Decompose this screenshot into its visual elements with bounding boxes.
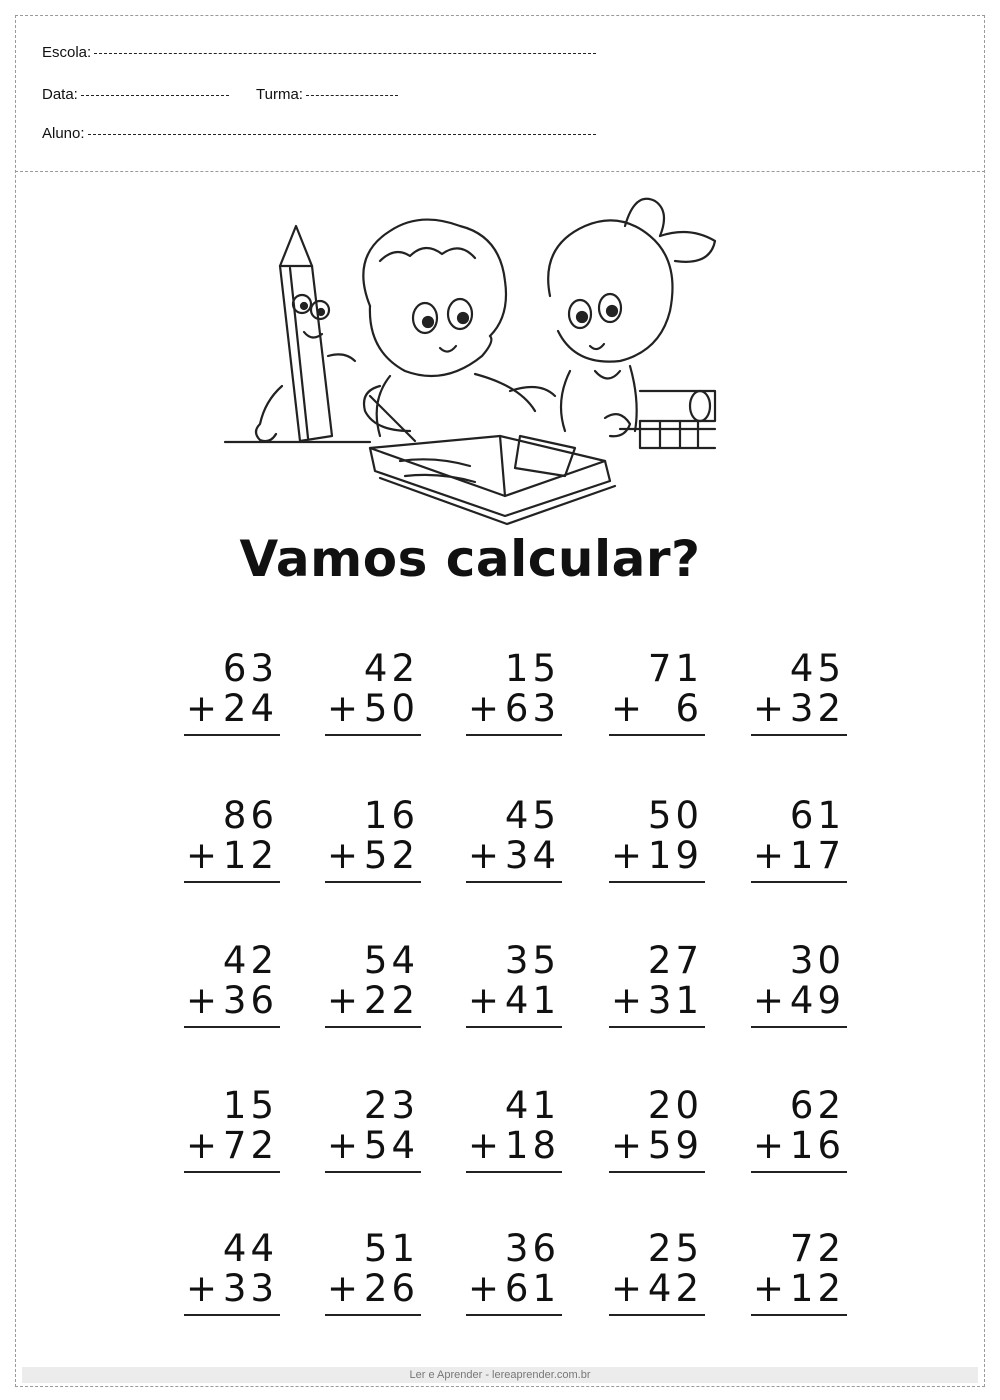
plus-sign: + [468, 687, 500, 730]
addend-bottom: 17 [789, 834, 845, 877]
addend-bottom: 52 [363, 834, 419, 877]
addend-bottom: 26 [363, 1267, 419, 1310]
plus-sign: + [186, 687, 218, 730]
plus-sign: + [186, 834, 218, 877]
plus-sign: + [327, 1124, 359, 1167]
addition-problem[interactable] [184, 1085, 280, 1195]
addition-problem[interactable] [184, 940, 280, 1050]
addition-problem[interactable] [325, 1085, 421, 1195]
addition-problem[interactable] [184, 1228, 280, 1338]
header-divider [15, 171, 985, 172]
class-field[interactable] [256, 86, 398, 104]
addend-top: 86 [222, 794, 278, 837]
addend-bottom: 32 [789, 687, 845, 730]
addend-top: 25 [647, 1227, 703, 1270]
open-book-icon [370, 436, 615, 524]
addend-top: 45 [789, 647, 845, 690]
addition-problem[interactable] [609, 795, 705, 905]
addend-top: 35 [504, 939, 560, 982]
addition-problem[interactable] [751, 940, 847, 1050]
plus-sign: + [468, 834, 500, 877]
date-label: Data: [42, 86, 78, 103]
answer-line[interactable] [751, 881, 847, 883]
addend-bottom: 12 [789, 1267, 845, 1310]
addend-bottom: 31 [647, 979, 703, 1022]
class-label: Turma: [256, 86, 303, 103]
addend-top: 62 [789, 1084, 845, 1127]
addend-top: 36 [504, 1227, 560, 1270]
answer-line[interactable] [325, 1026, 421, 1028]
plus-sign: + [186, 979, 218, 1022]
addend-top: 45 [504, 794, 560, 837]
plus-sign: + [611, 687, 643, 730]
student-label: Aluno: [42, 125, 85, 142]
addend-bottom: 63 [504, 687, 560, 730]
addend-bottom: 59 [647, 1124, 703, 1167]
pencil-icon [256, 226, 355, 441]
answer-line[interactable] [325, 1171, 421, 1173]
addend-top: 23 [363, 1084, 419, 1127]
plus-sign: + [753, 687, 785, 730]
class-blank[interactable] [306, 95, 398, 96]
addition-problem[interactable] [609, 1085, 705, 1195]
plus-sign: + [468, 1267, 500, 1310]
answer-line[interactable] [751, 1026, 847, 1028]
answer-line[interactable] [751, 1171, 847, 1173]
addend-top: 20 [647, 1084, 703, 1127]
student-field[interactable] [42, 125, 596, 143]
footer-credit: Ler e Aprender - lereaprender.com.br [22, 1367, 978, 1383]
addend-top: 42 [363, 647, 419, 690]
addend-top: 27 [647, 939, 703, 982]
addition-problem[interactable] [609, 648, 705, 758]
addend-top: 42 [222, 939, 278, 982]
answer-line[interactable] [466, 1171, 562, 1173]
addend-bottom: 12 [222, 834, 278, 877]
addend-bottom: 18 [504, 1124, 560, 1167]
addition-problem[interactable] [325, 1228, 421, 1338]
plus-sign: + [753, 979, 785, 1022]
answer-line[interactable] [609, 881, 705, 883]
addend-bottom: 61 [504, 1267, 560, 1310]
addend-bottom: 54 [363, 1124, 419, 1167]
answer-line[interactable] [609, 734, 705, 736]
answer-line[interactable] [466, 1314, 562, 1316]
answer-line[interactable] [466, 1026, 562, 1028]
plus-sign: + [327, 834, 359, 877]
plus-sign: + [327, 979, 359, 1022]
addend-top: 41 [504, 1084, 560, 1127]
addition-problem[interactable] [466, 1085, 562, 1195]
addition-problem[interactable] [184, 795, 280, 905]
plus-sign: + [611, 1267, 643, 1310]
addend-bottom: 19 [647, 834, 703, 877]
plus-sign: + [186, 1267, 218, 1310]
addend-top: 44 [222, 1227, 278, 1270]
addition-problem[interactable] [751, 1228, 847, 1338]
addend-top: 50 [647, 794, 703, 837]
addition-problem[interactable] [325, 940, 421, 1050]
addend-bottom: 24 [222, 687, 278, 730]
addend-top: 30 [789, 939, 845, 982]
plus-sign: + [611, 834, 643, 877]
plus-sign: + [753, 834, 785, 877]
addition-problem[interactable] [751, 795, 847, 905]
addend-top: 51 [363, 1227, 419, 1270]
addition-problem[interactable] [609, 1228, 705, 1338]
addend-bottom: 22 [363, 979, 419, 1022]
addend-top: 16 [363, 794, 419, 837]
plus-sign: + [468, 1124, 500, 1167]
answer-line[interactable] [184, 1314, 280, 1316]
addition-problem[interactable] [751, 648, 847, 758]
addend-bottom: 34 [504, 834, 560, 877]
answer-line[interactable] [184, 1171, 280, 1173]
answer-line[interactable] [184, 1026, 280, 1028]
addend-bottom: 41 [504, 979, 560, 1022]
books-icon [640, 391, 715, 448]
answer-line[interactable] [751, 734, 847, 736]
school-label: Escola: [42, 44, 92, 61]
worksheet-title: Vamos calcular? [239, 530, 701, 588]
addend-bottom: 50 [363, 687, 419, 730]
addition-problem[interactable] [466, 648, 562, 758]
plus-sign: + [611, 1124, 643, 1167]
addend-top: 15 [504, 647, 560, 690]
answer-line[interactable] [466, 881, 562, 883]
addition-problem[interactable] [466, 940, 562, 1050]
answer-line[interactable] [609, 1026, 705, 1028]
addition-problem[interactable] [609, 940, 705, 1050]
answer-line[interactable] [325, 881, 421, 883]
children-reading-illustration [220, 186, 720, 531]
plus-sign: + [611, 979, 643, 1022]
addend-bottom: 33 [222, 1267, 278, 1310]
student-blank[interactable] [88, 134, 596, 135]
date-field[interactable] [42, 86, 229, 104]
plus-sign: + [753, 1267, 785, 1310]
school-field[interactable] [42, 44, 596, 62]
addition-problem[interactable] [184, 648, 280, 758]
addend-bottom: 42 [647, 1267, 703, 1310]
addend-top: 61 [789, 794, 845, 837]
addend-bottom: 49 [789, 979, 845, 1022]
addend-bottom: 6 [675, 687, 703, 730]
answer-line[interactable] [325, 734, 421, 736]
addend-bottom: 16 [789, 1124, 845, 1167]
plus-sign: + [186, 1124, 218, 1167]
answer-line[interactable] [184, 734, 280, 736]
date-blank[interactable] [81, 95, 229, 96]
addend-top: 54 [363, 939, 419, 982]
addition-problem[interactable] [325, 648, 421, 758]
addend-top: 63 [222, 647, 278, 690]
answer-line[interactable] [609, 1314, 705, 1316]
addition-problem[interactable] [751, 1085, 847, 1195]
addend-top: 15 [222, 1084, 278, 1127]
plus-sign: + [753, 1124, 785, 1167]
addend-bottom: 72 [222, 1124, 278, 1167]
plus-sign: + [327, 1267, 359, 1310]
addend-top: 71 [647, 647, 703, 690]
addition-problem[interactable] [325, 795, 421, 905]
answer-line[interactable] [751, 1314, 847, 1316]
answer-line[interactable] [184, 881, 280, 883]
plus-sign: + [468, 979, 500, 1022]
boy-icon [363, 220, 555, 441]
answer-line[interactable] [466, 734, 562, 736]
addend-bottom: 36 [222, 979, 278, 1022]
plus-sign: + [327, 687, 359, 730]
addend-top: 72 [789, 1227, 845, 1270]
addition-problem[interactable] [466, 1228, 562, 1338]
answer-line[interactable] [325, 1314, 421, 1316]
school-blank[interactable] [94, 53, 596, 54]
answer-line[interactable] [609, 1171, 705, 1173]
addition-problem[interactable] [466, 795, 562, 905]
